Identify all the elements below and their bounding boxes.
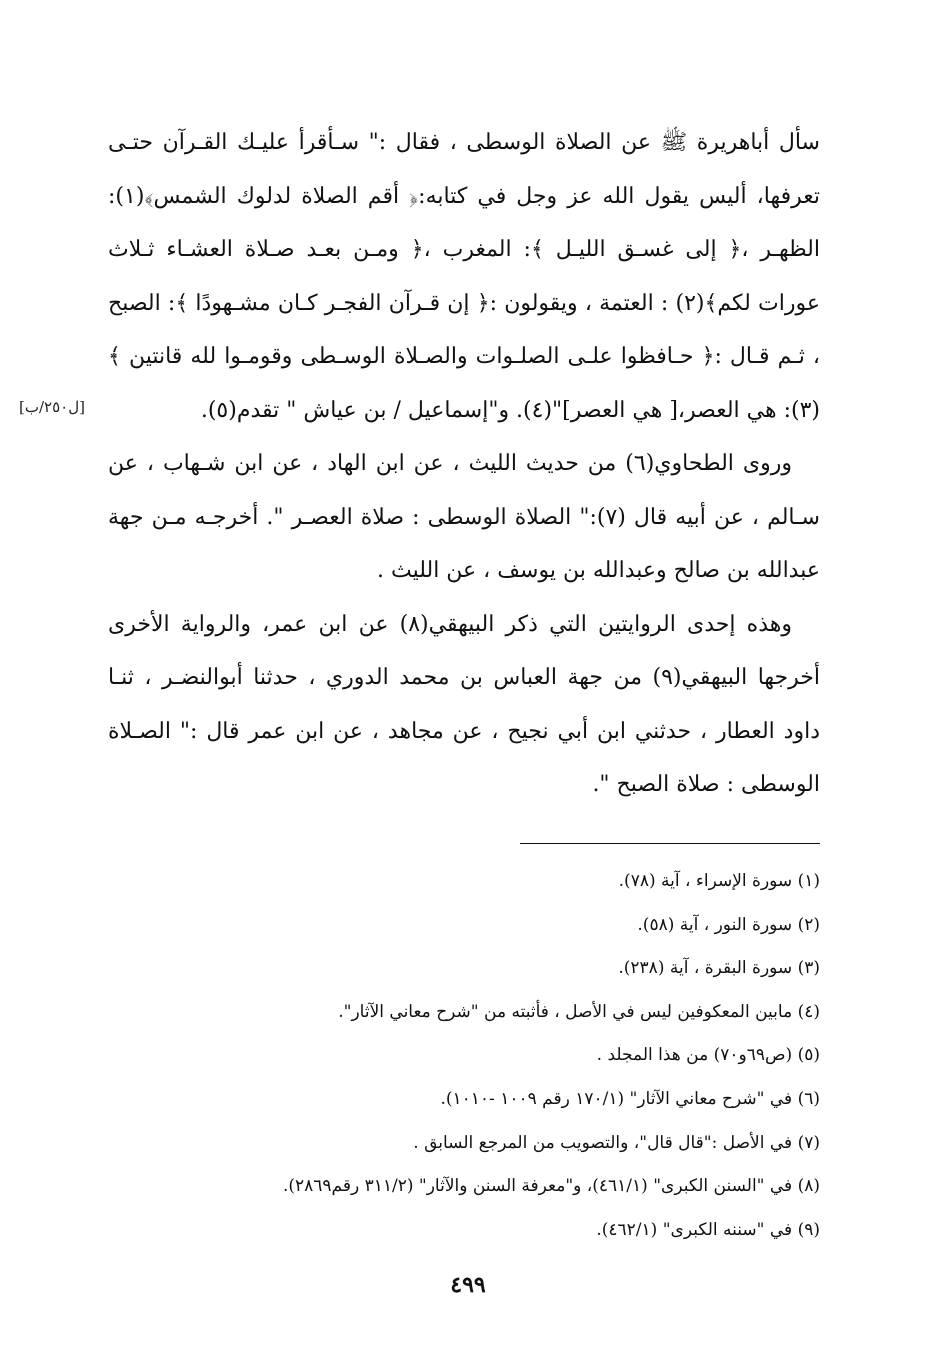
footnote-item: (٥) (ص٦٩و٧٠) من هذا المجلد . — [596, 1045, 820, 1066]
footnote-item: (٩) في "سننه الكبرى" (٤٦٢/١). — [596, 1219, 820, 1240]
page-number: ٤٩٩ — [450, 1272, 486, 1298]
paragraph-3: وهذه إحدى الروايتين التي ذكر البيهقي(٨) عن ابن عمر، والرواية الأخرى أخرجها البيهقي(٩) من جهة العباس بن محمد الدوري ، حدثنا أبوالنضـر ، ثنـا داود العطار ، حدثني ابن أبي نجيح ، عن مجاهد ، عن ابن عمر قال :" الصـلاة الوسطى : صلاة الصبح ". — [108, 611, 820, 797]
paragraph-2: وروى الطحاوي(٦) من حديث الليث ، عن ابن الهاد ، عن ابن شـهاب ، عن سـالم ، عن أبيه قال (٧):" الصلاة الوسطى : صلاة العصـر ". أخرجـه مـن جهة عبدالله بن صالح وعبدالله بن يوسف ، عن الليث . — [108, 451, 820, 583]
footnote-item: (٤) مابين المعكوفين ليس في الأصل ، فأثبته من "شرح معاني الآثار". — [338, 1001, 820, 1022]
footnote-item: (٣) سورة البقرة ، آية (٢٣٨). — [618, 958, 820, 979]
footnote-divider — [520, 843, 820, 844]
main-text — [108, 116, 820, 812]
paragraph-1: سأل أباهريرة ﷺ عن الصلاة الوسطى ، فقال :" سـأقرأ عليـك القـرآن حتـى تعرفها، أليس يقول الله عز وجل في كتابه:﴿ أقم الصلاة لدلوك الشمس﴾(١): الظهـر ،﴿ إلى غسـق الليـل ﴾: المغرب ،﴿ ومـن بعـد صـلاة العشـاء ثـلاث عورات لكم﴾(٢) : العتمة ، ويقولون :﴿ إن قـرآن الفجـر كـان مشـهودًا ﴾: الصبح ، ثـم قـال :﴿ حـافظوا علـى الصلـوات والصـلاة الوسـطى وقومـوا لله قانتين ﴾(٣): هي العصر،[ هي العصر]"(٤). و"إسماعيل / بن عياش " تقدم(٥). — [108, 130, 820, 423]
manuscript-folio-note: [ل٢٥٠/ب] — [19, 398, 85, 416]
footnotes-list — [140, 860, 820, 1252]
footnote-item: (٧) في الأصل :"قال قال"، والتصويب من المرجع السابق . — [413, 1132, 820, 1153]
footnote-item: (٦) في "شرح معاني الآثار" (١٧٠/١ رقم ١٠٠٩ -١٠١٠). — [440, 1088, 820, 1109]
footnote-item: (٨) في "السنن الكبرى" (٤٦١/١)، و"معرفة السنن والآثار" (٣١١/٢ رقم٢٨٦٩). — [282, 1176, 820, 1197]
footnote-item: (٢) سورة النور ، آية (٥٨). — [637, 914, 820, 935]
footnote-item: (١) سورة الإسراء ، آية (٧٨). — [618, 871, 820, 891]
